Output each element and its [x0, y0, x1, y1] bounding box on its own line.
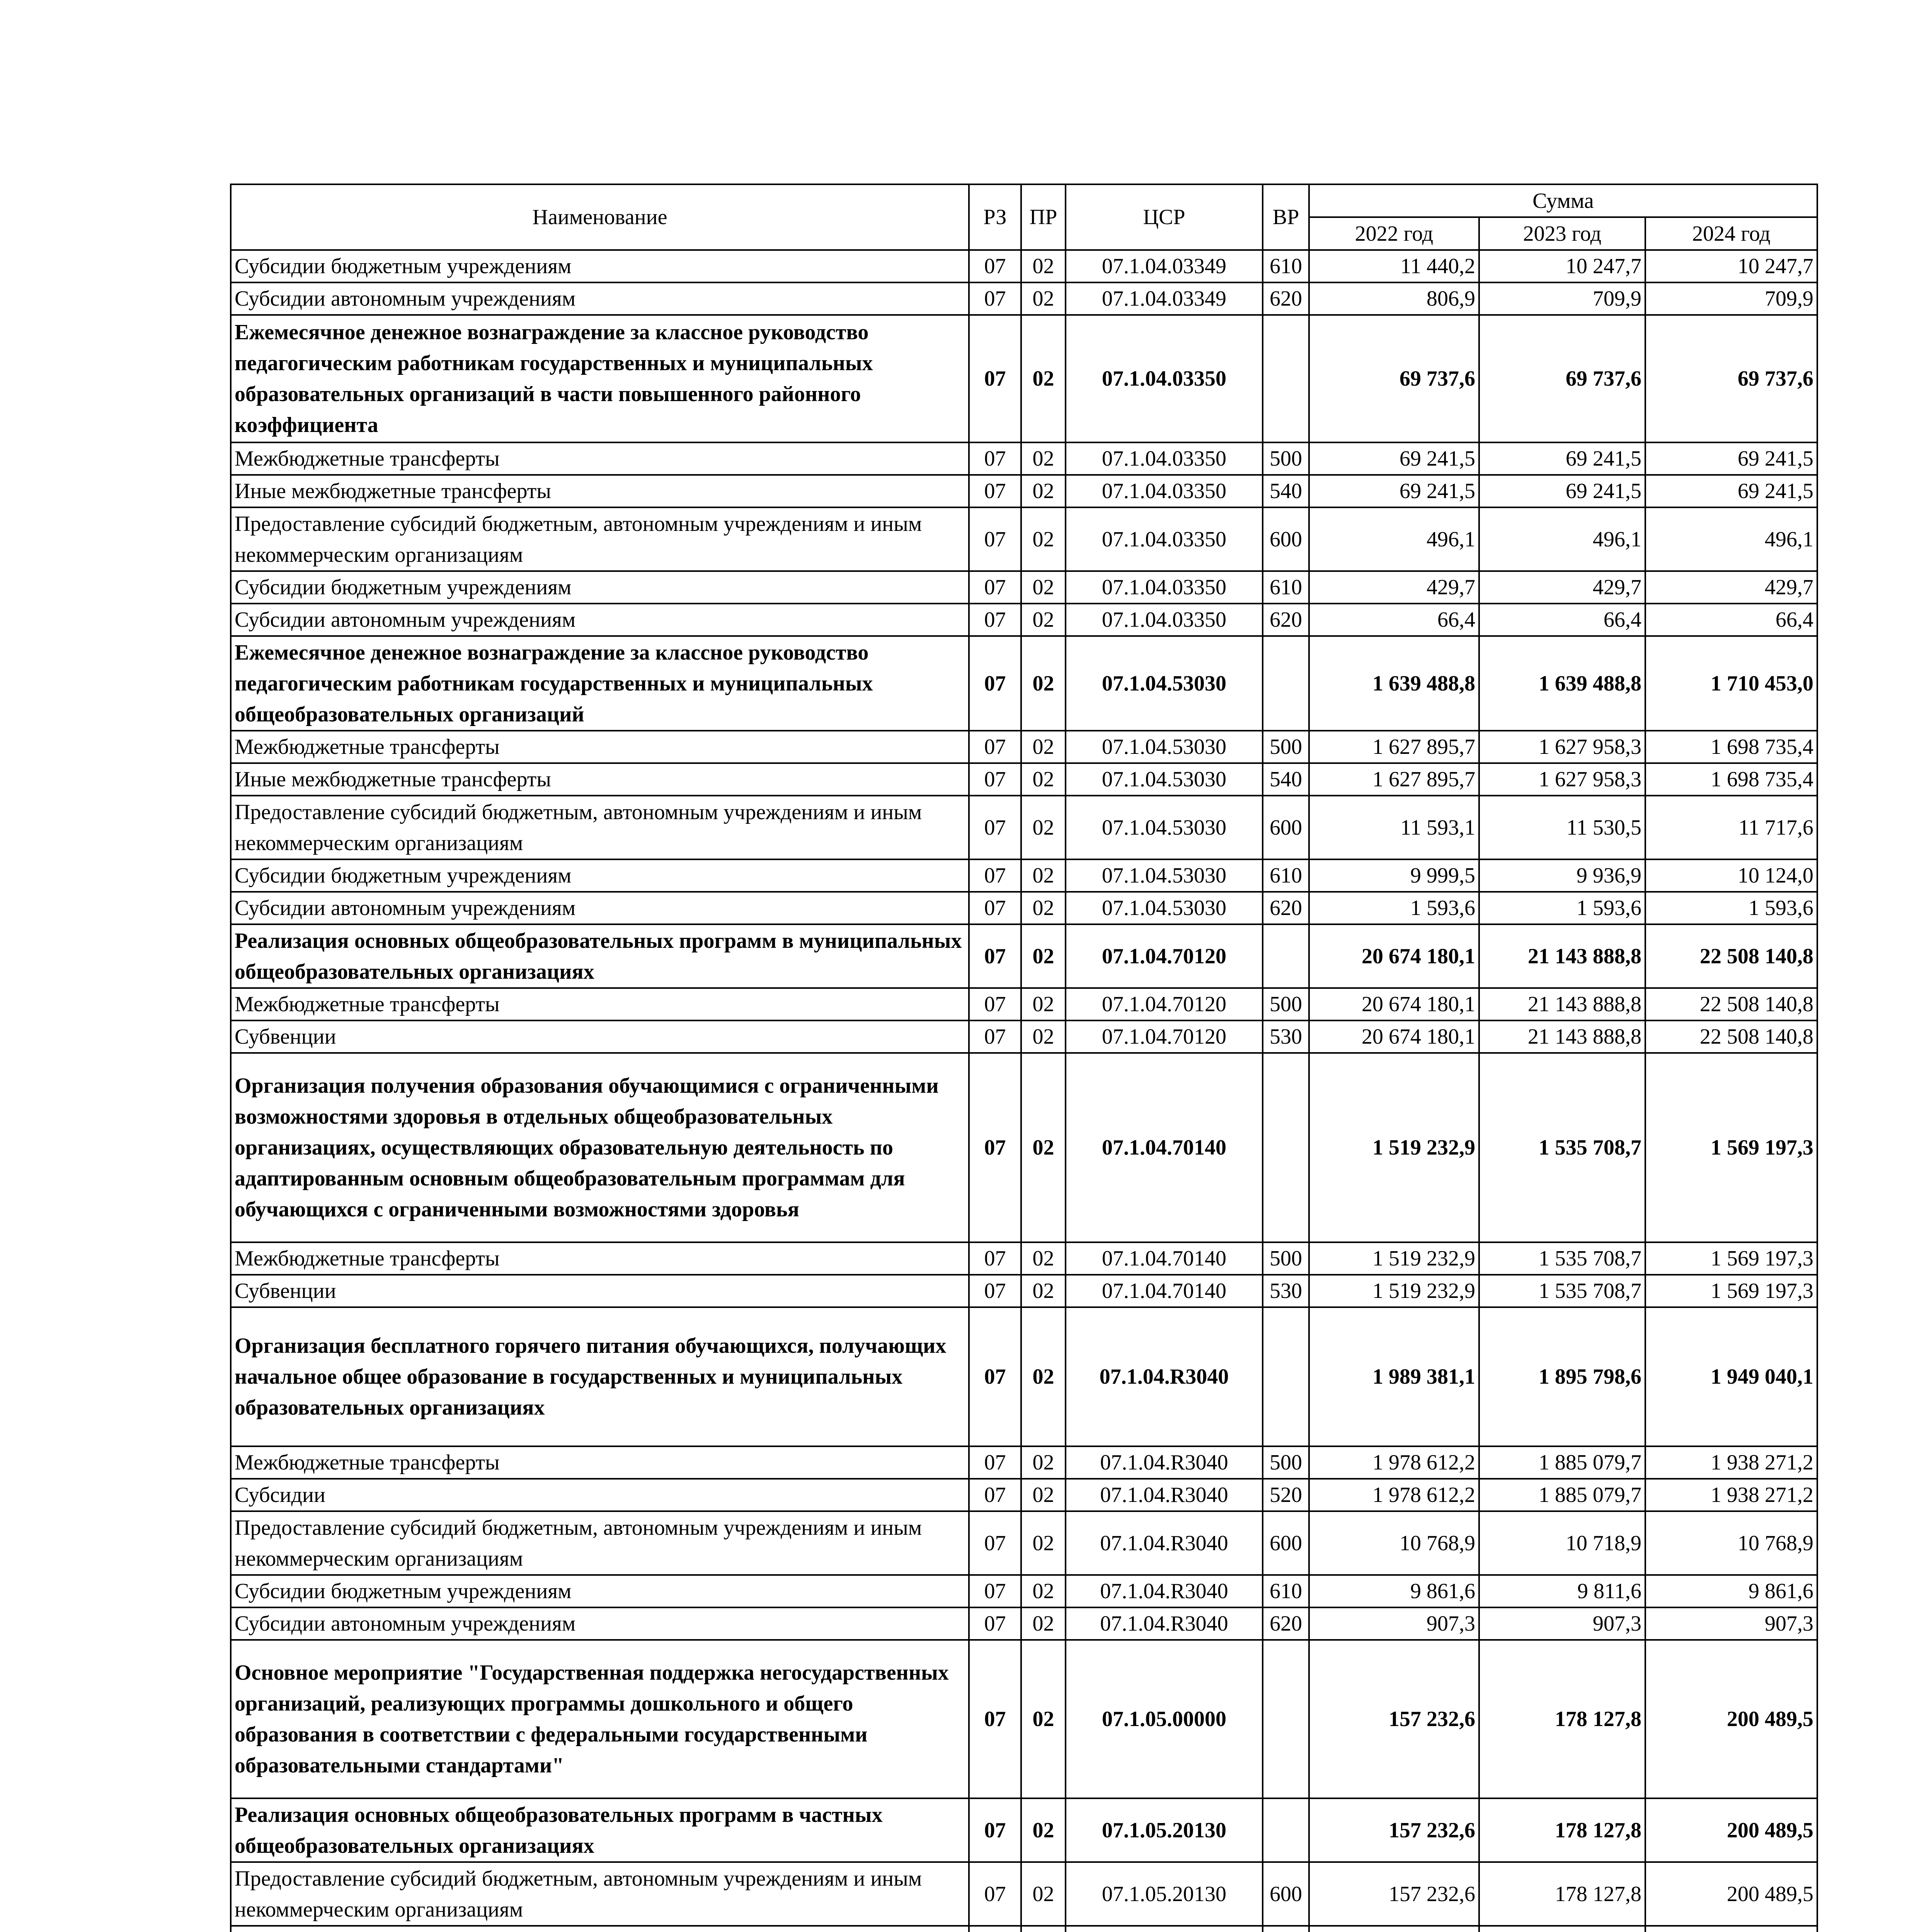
row-name: Субсидии	[231, 1479, 969, 1511]
row-rz: 07	[969, 924, 1021, 988]
row-vr: 620	[1263, 604, 1309, 636]
row-sum-2024: 496,1	[1645, 507, 1817, 571]
row-sum-2023: 69 241,5	[1479, 475, 1645, 507]
row-name: Предоставление субсидий бюджетным, автономным учреждениям и иным некоммерческим организациям	[231, 796, 969, 859]
row-vr	[1263, 1926, 1309, 1932]
row-vr: 540	[1263, 475, 1309, 507]
row-csr: 07.1.04.03349	[1066, 282, 1263, 315]
row-name: Иные межбюджетные трансферты	[231, 475, 969, 507]
row-rz: 07	[969, 604, 1021, 636]
table-row	[231, 1242, 1817, 1275]
row-pr: 02	[1021, 1053, 1066, 1242]
row-csr: 07.1.04.03350	[1066, 315, 1263, 442]
row-sum-2023: 1 535 708,7	[1479, 1053, 1645, 1242]
row-sum-2024: 69 241,5	[1645, 475, 1817, 507]
row-vr: 520	[1263, 1479, 1309, 1511]
row-sum-2023: 11 530,5	[1479, 796, 1645, 859]
table-row	[231, 1640, 1817, 1798]
table-row	[231, 571, 1817, 604]
row-sum-2024: 9 861,6	[1645, 1575, 1817, 1607]
table-row	[231, 1446, 1817, 1479]
row-pr: 02	[1021, 859, 1066, 892]
table-row	[231, 1053, 1817, 1242]
row-sum-2023: 496,1	[1479, 507, 1645, 571]
row-sum-2024	[1645, 1926, 1817, 1932]
row-pr: 02	[1021, 1607, 1066, 1640]
row-sum-2023: 1 895 798,6	[1479, 1307, 1645, 1446]
row-sum-2022: 9 861,6	[1309, 1575, 1479, 1607]
row-vr	[1263, 924, 1309, 988]
row-sum-2022: 66,4	[1309, 604, 1479, 636]
table-row	[231, 924, 1817, 988]
row-pr: 02	[1021, 796, 1066, 859]
row-name: Субсидии автономным учреждениям	[231, 1607, 969, 1640]
table-body	[231, 250, 1817, 1932]
row-sum-2024: 1 938 271,2	[1645, 1446, 1817, 1479]
row-sum-2022: 11 593,1	[1309, 796, 1479, 859]
row-sum-2022: 20 674 180,1	[1309, 988, 1479, 1020]
row-vr: 610	[1263, 859, 1309, 892]
row-csr	[1066, 1926, 1263, 1932]
row-sum-2023: 178 127,8	[1479, 1640, 1645, 1798]
row-sum-2022: 69 241,5	[1309, 442, 1479, 475]
row-vr	[1263, 1640, 1309, 1798]
row-name: Субвенции	[231, 1020, 969, 1053]
row-pr: 02	[1021, 1575, 1066, 1607]
row-sum-2022: 157 232,6	[1309, 1862, 1479, 1926]
row-rz: 07	[969, 1479, 1021, 1511]
row-name: Реализация основных общеобразовательных программ в частных общеобразовательных организациях	[231, 1798, 969, 1862]
row-vr: 500	[1263, 731, 1309, 763]
row-csr: 07.1.04.70120	[1066, 1020, 1263, 1053]
row-vr	[1263, 1798, 1309, 1862]
row-sum-2024: 10 247,7	[1645, 250, 1817, 282]
row-sum-2024: 66,4	[1645, 604, 1817, 636]
table-row	[231, 507, 1817, 571]
table-row	[231, 1798, 1817, 1862]
row-rz: 07	[969, 1640, 1021, 1798]
row-vr: 620	[1263, 892, 1309, 924]
row-sum-2024: 200 489,5	[1645, 1862, 1817, 1926]
row-vr: 500	[1263, 442, 1309, 475]
row-name: Субсидии бюджетным учреждениям	[231, 1575, 969, 1607]
table-row	[231, 1275, 1817, 1307]
row-vr: 530	[1263, 1020, 1309, 1053]
row-name: Основное мероприятие "Государственная поддержка негосударственных организаций, реализующих программы дошкольного и общего образования в соответствии с федеральными государственными образовательными стандартами"	[231, 1640, 969, 1798]
table-row	[231, 315, 1817, 442]
row-csr: 07.1.04.53030	[1066, 731, 1263, 763]
row-sum-2022: 69 241,5	[1309, 475, 1479, 507]
row-sum-2022: 1 989 381,1	[1309, 1307, 1479, 1446]
row-pr: 02	[1021, 1511, 1066, 1575]
row-pr: 02	[1021, 636, 1066, 731]
row-rz	[969, 1926, 1021, 1932]
row-sum-2023: 69 737,6	[1479, 315, 1645, 442]
row-rz: 07	[969, 1511, 1021, 1575]
row-sum-2022: 907,3	[1309, 1607, 1479, 1640]
row-rz: 07	[969, 1575, 1021, 1607]
header-rz: РЗ	[969, 184, 1021, 250]
row-name: Предоставление субсидий бюджетным, автономным учреждениям и иным некоммерческим организациям	[231, 1511, 969, 1575]
row-rz: 07	[969, 1862, 1021, 1926]
row-csr: 07.1.04.70140	[1066, 1275, 1263, 1307]
row-sum-2023: 1 885 079,7	[1479, 1446, 1645, 1479]
row-sum-2022: 20 674 180,1	[1309, 924, 1479, 988]
row-sum-2022: 10 768,9	[1309, 1511, 1479, 1575]
row-csr: 07.1.04.70140	[1066, 1053, 1263, 1242]
row-sum-2023: 69 241,5	[1479, 442, 1645, 475]
row-sum-2022: 1 519 232,9	[1309, 1053, 1479, 1242]
header-pr: ПР	[1021, 184, 1066, 250]
table-row	[231, 475, 1817, 507]
row-sum-2024: 907,3	[1645, 1607, 1817, 1640]
row-csr: 07.1.04.53030	[1066, 636, 1263, 731]
row-pr: 02	[1021, 1242, 1066, 1275]
row-sum-2022: 157 232,6	[1309, 1640, 1479, 1798]
budget-table	[230, 184, 1818, 1932]
table-row	[231, 796, 1817, 859]
row-pr: 02	[1021, 1640, 1066, 1798]
row-name	[231, 1926, 969, 1932]
row-csr: 07.1.04.53030	[1066, 859, 1263, 892]
header-sum: Сумма	[1309, 184, 1817, 217]
row-sum-2022: 9 999,5	[1309, 859, 1479, 892]
row-csr: 07.1.04.03350	[1066, 507, 1263, 571]
row-sum-2023: 21 143 888,8	[1479, 924, 1645, 988]
table-row	[231, 1511, 1817, 1575]
row-name: Межбюджетные трансферты	[231, 1242, 969, 1275]
row-sum-2023: 178 127,8	[1479, 1798, 1645, 1862]
row-sum-2022: 157 232,6	[1309, 1798, 1479, 1862]
row-sum-2022: 1 593,6	[1309, 892, 1479, 924]
row-name: Межбюджетные трансферты	[231, 442, 969, 475]
row-csr: 07.1.04.03350	[1066, 475, 1263, 507]
table-row	[231, 892, 1817, 924]
row-sum-2022: 1 627 895,7	[1309, 731, 1479, 763]
table-row	[231, 442, 1817, 475]
row-sum-2024: 1 949 040,1	[1645, 1307, 1817, 1446]
row-csr: 07.1.04.03350	[1066, 442, 1263, 475]
row-vr	[1263, 1307, 1309, 1446]
row-pr: 02	[1021, 988, 1066, 1020]
row-rz: 07	[969, 571, 1021, 604]
header-vr: ВР	[1263, 184, 1309, 250]
table-row	[231, 1926, 1817, 1932]
row-name: Субсидии автономным учреждениям	[231, 892, 969, 924]
row-rz: 07	[969, 507, 1021, 571]
row-csr: 07.1.05.00000	[1066, 1640, 1263, 1798]
row-sum-2023: 907,3	[1479, 1607, 1645, 1640]
table-row	[231, 1575, 1817, 1607]
row-sum-2023: 1 535 708,7	[1479, 1242, 1645, 1275]
row-sum-2024: 10 124,0	[1645, 859, 1817, 892]
row-sum-2024: 10 768,9	[1645, 1511, 1817, 1575]
row-rz: 07	[969, 1307, 1021, 1446]
row-csr: 07.1.04.R3040	[1066, 1479, 1263, 1511]
row-csr: 07.1.04.70120	[1066, 924, 1263, 988]
row-sum-2024: 1 569 197,3	[1645, 1053, 1817, 1242]
table-row	[231, 1607, 1817, 1640]
table-row	[231, 636, 1817, 731]
row-vr: 610	[1263, 571, 1309, 604]
row-pr: 02	[1021, 763, 1066, 796]
row-name: Межбюджетные трансферты	[231, 988, 969, 1020]
row-sum-2024: 22 508 140,8	[1645, 1020, 1817, 1053]
row-pr: 02	[1021, 1798, 1066, 1862]
row-csr: 07.1.04.70120	[1066, 988, 1263, 1020]
row-pr: 02	[1021, 731, 1066, 763]
row-csr: 07.1.04.R3040	[1066, 1607, 1263, 1640]
row-sum-2023: 1 627 958,3	[1479, 731, 1645, 763]
row-sum-2023: 10 247,7	[1479, 250, 1645, 282]
row-rz: 07	[969, 1607, 1021, 1640]
row-vr	[1263, 1053, 1309, 1242]
row-sum-2023: 1 535 708,7	[1479, 1275, 1645, 1307]
row-vr: 610	[1263, 1575, 1309, 1607]
row-sum-2022: 496,1	[1309, 507, 1479, 571]
row-sum-2024: 1 698 735,4	[1645, 731, 1817, 763]
row-sum-2023: 1 639 488,8	[1479, 636, 1645, 731]
row-rz: 07	[969, 442, 1021, 475]
row-rz: 07	[969, 892, 1021, 924]
table-row	[231, 604, 1817, 636]
row-sum-2024: 22 508 140,8	[1645, 988, 1817, 1020]
row-rz: 07	[969, 1275, 1021, 1307]
row-sum-2022	[1309, 1926, 1479, 1932]
table-row	[231, 988, 1817, 1020]
row-vr: 620	[1263, 1607, 1309, 1640]
row-rz: 07	[969, 1798, 1021, 1862]
row-name: Субсидии автономным учреждениям	[231, 282, 969, 315]
row-sum-2023: 9 811,6	[1479, 1575, 1645, 1607]
row-vr: 620	[1263, 282, 1309, 315]
table-row	[231, 282, 1817, 315]
row-rz: 07	[969, 1053, 1021, 1242]
row-pr: 02	[1021, 571, 1066, 604]
row-pr: 02	[1021, 1307, 1066, 1446]
row-csr: 07.1.04.R3040	[1066, 1511, 1263, 1575]
row-sum-2022: 429,7	[1309, 571, 1479, 604]
row-sum-2023	[1479, 1926, 1645, 1932]
header-name: Наименование	[231, 184, 969, 250]
row-pr: 02	[1021, 1020, 1066, 1053]
table-row	[231, 1862, 1817, 1926]
header-year-2023: 2023 год	[1479, 217, 1645, 250]
row-vr: 600	[1263, 507, 1309, 571]
row-sum-2023: 21 143 888,8	[1479, 988, 1645, 1020]
row-sum-2024: 200 489,5	[1645, 1640, 1817, 1798]
row-rz: 07	[969, 1446, 1021, 1479]
row-name: Субсидии бюджетным учреждениям	[231, 859, 969, 892]
row-sum-2022: 1 519 232,9	[1309, 1275, 1479, 1307]
row-pr: 02	[1021, 604, 1066, 636]
row-name: Ежемесячное денежное вознаграждение за классное руководство педагогическим работникам государственных и муниципальных образовательных организаций в части повышенного районного коэффициента	[231, 315, 969, 442]
row-rz: 07	[969, 988, 1021, 1020]
row-csr: 07.1.04.R3040	[1066, 1307, 1263, 1446]
row-csr: 07.1.05.20130	[1066, 1798, 1263, 1862]
row-sum-2023: 9 936,9	[1479, 859, 1645, 892]
row-sum-2022: 11 440,2	[1309, 250, 1479, 282]
row-pr: 02	[1021, 1275, 1066, 1307]
row-pr: 02	[1021, 1479, 1066, 1511]
row-sum-2023: 1 593,6	[1479, 892, 1645, 924]
row-pr: 02	[1021, 1446, 1066, 1479]
row-sum-2023: 21 143 888,8	[1479, 1020, 1645, 1053]
table-header	[231, 184, 1817, 250]
row-vr: 610	[1263, 250, 1309, 282]
row-sum-2022: 20 674 180,1	[1309, 1020, 1479, 1053]
row-sum-2023: 66,4	[1479, 604, 1645, 636]
row-sum-2022: 69 737,6	[1309, 315, 1479, 442]
row-sum-2024: 11 717,6	[1645, 796, 1817, 859]
row-name: Субсидии бюджетным учреждениям	[231, 571, 969, 604]
row-sum-2024: 22 508 140,8	[1645, 924, 1817, 988]
row-name: Предоставление субсидий бюджетным, автономным учреждениям и иным некоммерческим организациям	[231, 507, 969, 571]
row-vr: 600	[1263, 1511, 1309, 1575]
row-sum-2024: 69 737,6	[1645, 315, 1817, 442]
row-pr: 02	[1021, 442, 1066, 475]
row-sum-2024: 1 569 197,3	[1645, 1275, 1817, 1307]
row-rz: 07	[969, 1242, 1021, 1275]
row-sum-2022: 1 627 895,7	[1309, 763, 1479, 796]
row-pr	[1021, 1926, 1066, 1932]
row-vr: 540	[1263, 763, 1309, 796]
row-name: Межбюджетные трансферты	[231, 1446, 969, 1479]
row-csr: 07.1.04.53030	[1066, 796, 1263, 859]
table-row	[231, 1479, 1817, 1511]
row-name: Организация бесплатного горячего питания обучающихся, получающих начальное общее образование в государственных и муниципальных образовательных организациях	[231, 1307, 969, 1446]
row-name: Организация получения образования обучающимися с ограниченными возможностями здоровья в отдельных общеобразовательных организациях, осуществляющих образовательную деятельность по адаптированным основным общеобразовательным программам для обучающихся с ограниченными возможностями здоровья	[231, 1053, 969, 1242]
row-sum-2024: 69 241,5	[1645, 442, 1817, 475]
row-sum-2022: 1 519 232,9	[1309, 1242, 1479, 1275]
row-vr: 530	[1263, 1275, 1309, 1307]
row-pr: 02	[1021, 892, 1066, 924]
row-sum-2023: 178 127,8	[1479, 1862, 1645, 1926]
row-vr	[1263, 315, 1309, 442]
header-csr: ЦСР	[1066, 184, 1263, 250]
row-pr: 02	[1021, 475, 1066, 507]
row-csr: 07.1.04.03349	[1066, 250, 1263, 282]
row-sum-2024: 1 938 271,2	[1645, 1479, 1817, 1511]
table-row	[231, 763, 1817, 796]
row-csr: 07.1.04.53030	[1066, 763, 1263, 796]
row-sum-2022: 1 978 612,2	[1309, 1446, 1479, 1479]
row-name: Субсидии автономным учреждениям	[231, 604, 969, 636]
row-rz: 07	[969, 250, 1021, 282]
row-sum-2022: 806,9	[1309, 282, 1479, 315]
row-csr: 07.1.04.03350	[1066, 571, 1263, 604]
row-vr: 600	[1263, 796, 1309, 859]
row-vr: 500	[1263, 1242, 1309, 1275]
table-row	[231, 1307, 1817, 1446]
row-csr: 07.1.04.03350	[1066, 604, 1263, 636]
row-pr: 02	[1021, 315, 1066, 442]
row-name: Субвенции	[231, 1275, 969, 1307]
row-name: Иные межбюджетные трансферты	[231, 763, 969, 796]
row-csr: 07.1.04.R3040	[1066, 1446, 1263, 1479]
table-row	[231, 731, 1817, 763]
row-sum-2024: 1 569 197,3	[1645, 1242, 1817, 1275]
row-sum-2023: 1 627 958,3	[1479, 763, 1645, 796]
row-csr: 07.1.05.20130	[1066, 1862, 1263, 1926]
row-name: Субсидии бюджетным учреждениям	[231, 250, 969, 282]
row-rz: 07	[969, 763, 1021, 796]
row-rz: 07	[969, 859, 1021, 892]
row-pr: 02	[1021, 507, 1066, 571]
row-sum-2024: 1 698 735,4	[1645, 763, 1817, 796]
row-csr: 07.1.04.70140	[1066, 1242, 1263, 1275]
row-sum-2023: 10 718,9	[1479, 1511, 1645, 1575]
row-sum-2024: 709,9	[1645, 282, 1817, 315]
row-pr: 02	[1021, 250, 1066, 282]
row-rz: 07	[969, 636, 1021, 731]
row-rz: 07	[969, 475, 1021, 507]
row-sum-2023: 429,7	[1479, 571, 1645, 604]
row-vr: 600	[1263, 1862, 1309, 1926]
row-name: Предоставление субсидий бюджетным, автономным учреждениям и иным некоммерческим организациям	[231, 1862, 969, 1926]
row-name: Реализация основных общеобразовательных программ в муниципальных общеобразовательных организациях	[231, 924, 969, 988]
row-sum-2024: 1 593,6	[1645, 892, 1817, 924]
row-csr: 07.1.04.R3040	[1066, 1575, 1263, 1607]
row-rz: 07	[969, 315, 1021, 442]
row-sum-2023: 709,9	[1479, 282, 1645, 315]
row-rz: 07	[969, 282, 1021, 315]
table-row	[231, 250, 1817, 282]
row-rz: 07	[969, 796, 1021, 859]
table-row	[231, 1020, 1817, 1053]
row-pr: 02	[1021, 1862, 1066, 1926]
row-sum-2024: 200 489,5	[1645, 1798, 1817, 1862]
row-vr: 500	[1263, 1446, 1309, 1479]
row-sum-2024: 429,7	[1645, 571, 1817, 604]
row-rz: 07	[969, 1020, 1021, 1053]
row-rz: 07	[969, 731, 1021, 763]
row-sum-2023: 1 885 079,7	[1479, 1479, 1645, 1511]
row-sum-2024: 1 710 453,0	[1645, 636, 1817, 731]
header-year-2024: 2024 год	[1645, 217, 1817, 250]
row-csr: 07.1.04.53030	[1066, 892, 1263, 924]
row-name: Межбюджетные трансферты	[231, 731, 969, 763]
row-name: Ежемесячное денежное вознаграждение за классное руководство педагогическим работникам государственных и муниципальных общеобразовательных организаций	[231, 636, 969, 731]
row-sum-2022: 1 639 488,8	[1309, 636, 1479, 731]
row-pr: 02	[1021, 924, 1066, 988]
row-vr: 500	[1263, 988, 1309, 1020]
row-pr: 02	[1021, 282, 1066, 315]
row-vr	[1263, 636, 1309, 731]
table-row	[231, 859, 1817, 892]
row-sum-2022: 1 978 612,2	[1309, 1479, 1479, 1511]
header-year-2022: 2022 год	[1309, 217, 1479, 250]
